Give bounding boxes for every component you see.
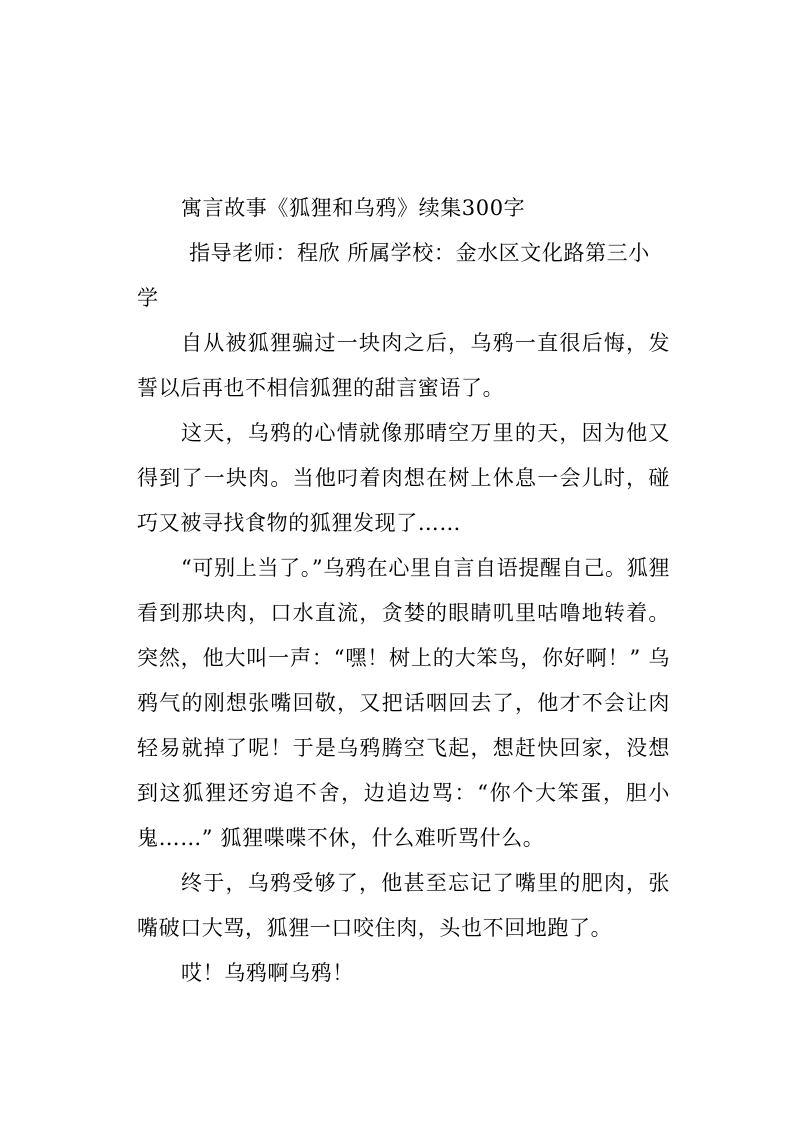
document-body — [137, 186, 670, 996]
paragraph-5: 哎！乌鸦啊乌鸦！ — [181, 961, 354, 985]
document-title: 寓言故事《狐狸和乌鸦》续集300字 — [181, 196, 526, 220]
paragraph-4: 终于，乌鸦受够了，他甚至忘记了嘴里的肥肉，张嘴破口大骂，狐狸一口咬住肉，头也不回地跑了。 — [137, 871, 670, 940]
paragraph-2: 这天，乌鸦的心情就像那晴空万里的天，因为他又得到了一块肉。当他叼着肉想在树上休息一会儿时，碰巧又被寻找食物的狐狸发现了…… — [137, 421, 670, 535]
author-line: 指导老师：程欣 所属学校：金水区文化路第三小学 — [137, 241, 650, 310]
paragraph-1: 自从被狐狸骗过一块肉之后，乌鸦一直很后悔，发誓以后再也不相信狐狸的甜言蜜语了。 — [137, 331, 670, 400]
paragraph-3: “可别上当了。”乌鸦在心里自言自语提醒自己。狐狸看到那块肉，口水直流，贪婪的眼睛叽里咕噜地转着。突然，他大叫一声：“嘿！树上的大笨鸟，你好啊！” 乌鸦气的刚想张嘴回敬，又把话咽回去了，他才不会让肉轻易就掉了呢！于是乌鸦腾空飞起，想赶快回家，没想到这狐狸还穷追不舍，边追边骂：“你个大笨蛋，胆小鬼……” 狐狸喋喋不休，什么难听骂什么。 — [137, 556, 670, 850]
